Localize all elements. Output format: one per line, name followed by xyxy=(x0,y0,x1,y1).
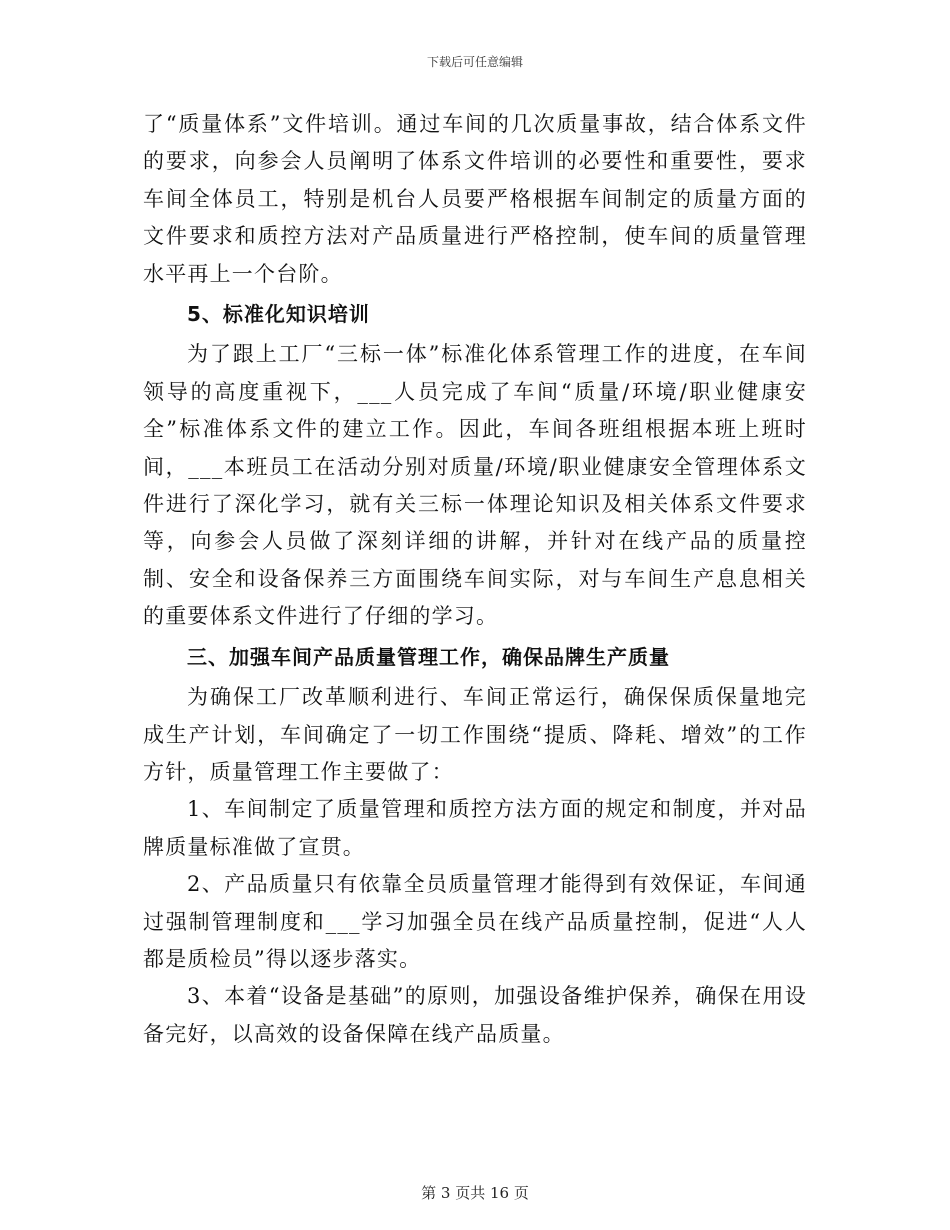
document-body xyxy=(143,106,807,1053)
paragraph-standardization-training: 为了跟上工厂“三标一体”标准化体系管理工作的进度，在车间领导的高度重视下，___人员完成了车间“质量/环境/职业健康安全”标准体系文件的建立工作。因此，车间各班组根据本班上班时间，___本班员工在活动分别对质量/环境/职业健康安全管理体系文件进行了深化学习，就有关三标一体理论知识及相关体系文件要求等，向参会人员做了深刻详细的讲解，并针对在线产品的质量控制、安全和设备保养三方面围绕车间实际，对与车间生产息息相关的重要体系文件进行了仔细的学习。 xyxy=(143,342,807,629)
section-heading-standardization-training: 5、标准化知识培训 xyxy=(187,302,370,327)
paragraph-quality-system-training: 了“质量体系”文件培训。通过车间的几次质量事故，结合体系文件的要求，向参会人员阐明了体系文件培训的必要性和重要性，要求车间全体员工，特别是机台人员要严格根据车间制定的质量方面的文件要求和质控方法对产品质量进行严格控制，使车间的质量管理水平再上一个台阶。 xyxy=(143,112,807,286)
list-item-3: 3、本着“设备是基础”的原则，加强设备维护保养，确保在用设备完好，以高效的设备保障在线产品质量。 xyxy=(143,984,807,1046)
list-item-2: 2、产品质量只有依靠全员质量管理才能得到有效保证，车间通过强制管理制度和___学习加强全员在线产品质量控制，促进“人人都是质检员”得以逐步落实。 xyxy=(143,872,807,971)
list-item-1: 1、车间制定了质量管理和质控方法方面的规定和制度，并对品牌质量标准做了宣贯。 xyxy=(143,797,807,859)
section-heading-quality-management: 三、加强车间产品质量管理工作，确保品牌生产质量 xyxy=(187,644,670,669)
page-number: 第 3 页共 16 页 xyxy=(421,1184,529,1202)
page-header: 下载后可任意编辑 xyxy=(426,55,523,69)
paragraph-quality-management-intro: 为确保工厂改革顺利进行、车间正常运行，确保保质保量地完成生产计划，车间确定了一切工作围绕“提质、降耗、增效”的工作方针，质量管理工作主要做了： xyxy=(143,685,807,784)
